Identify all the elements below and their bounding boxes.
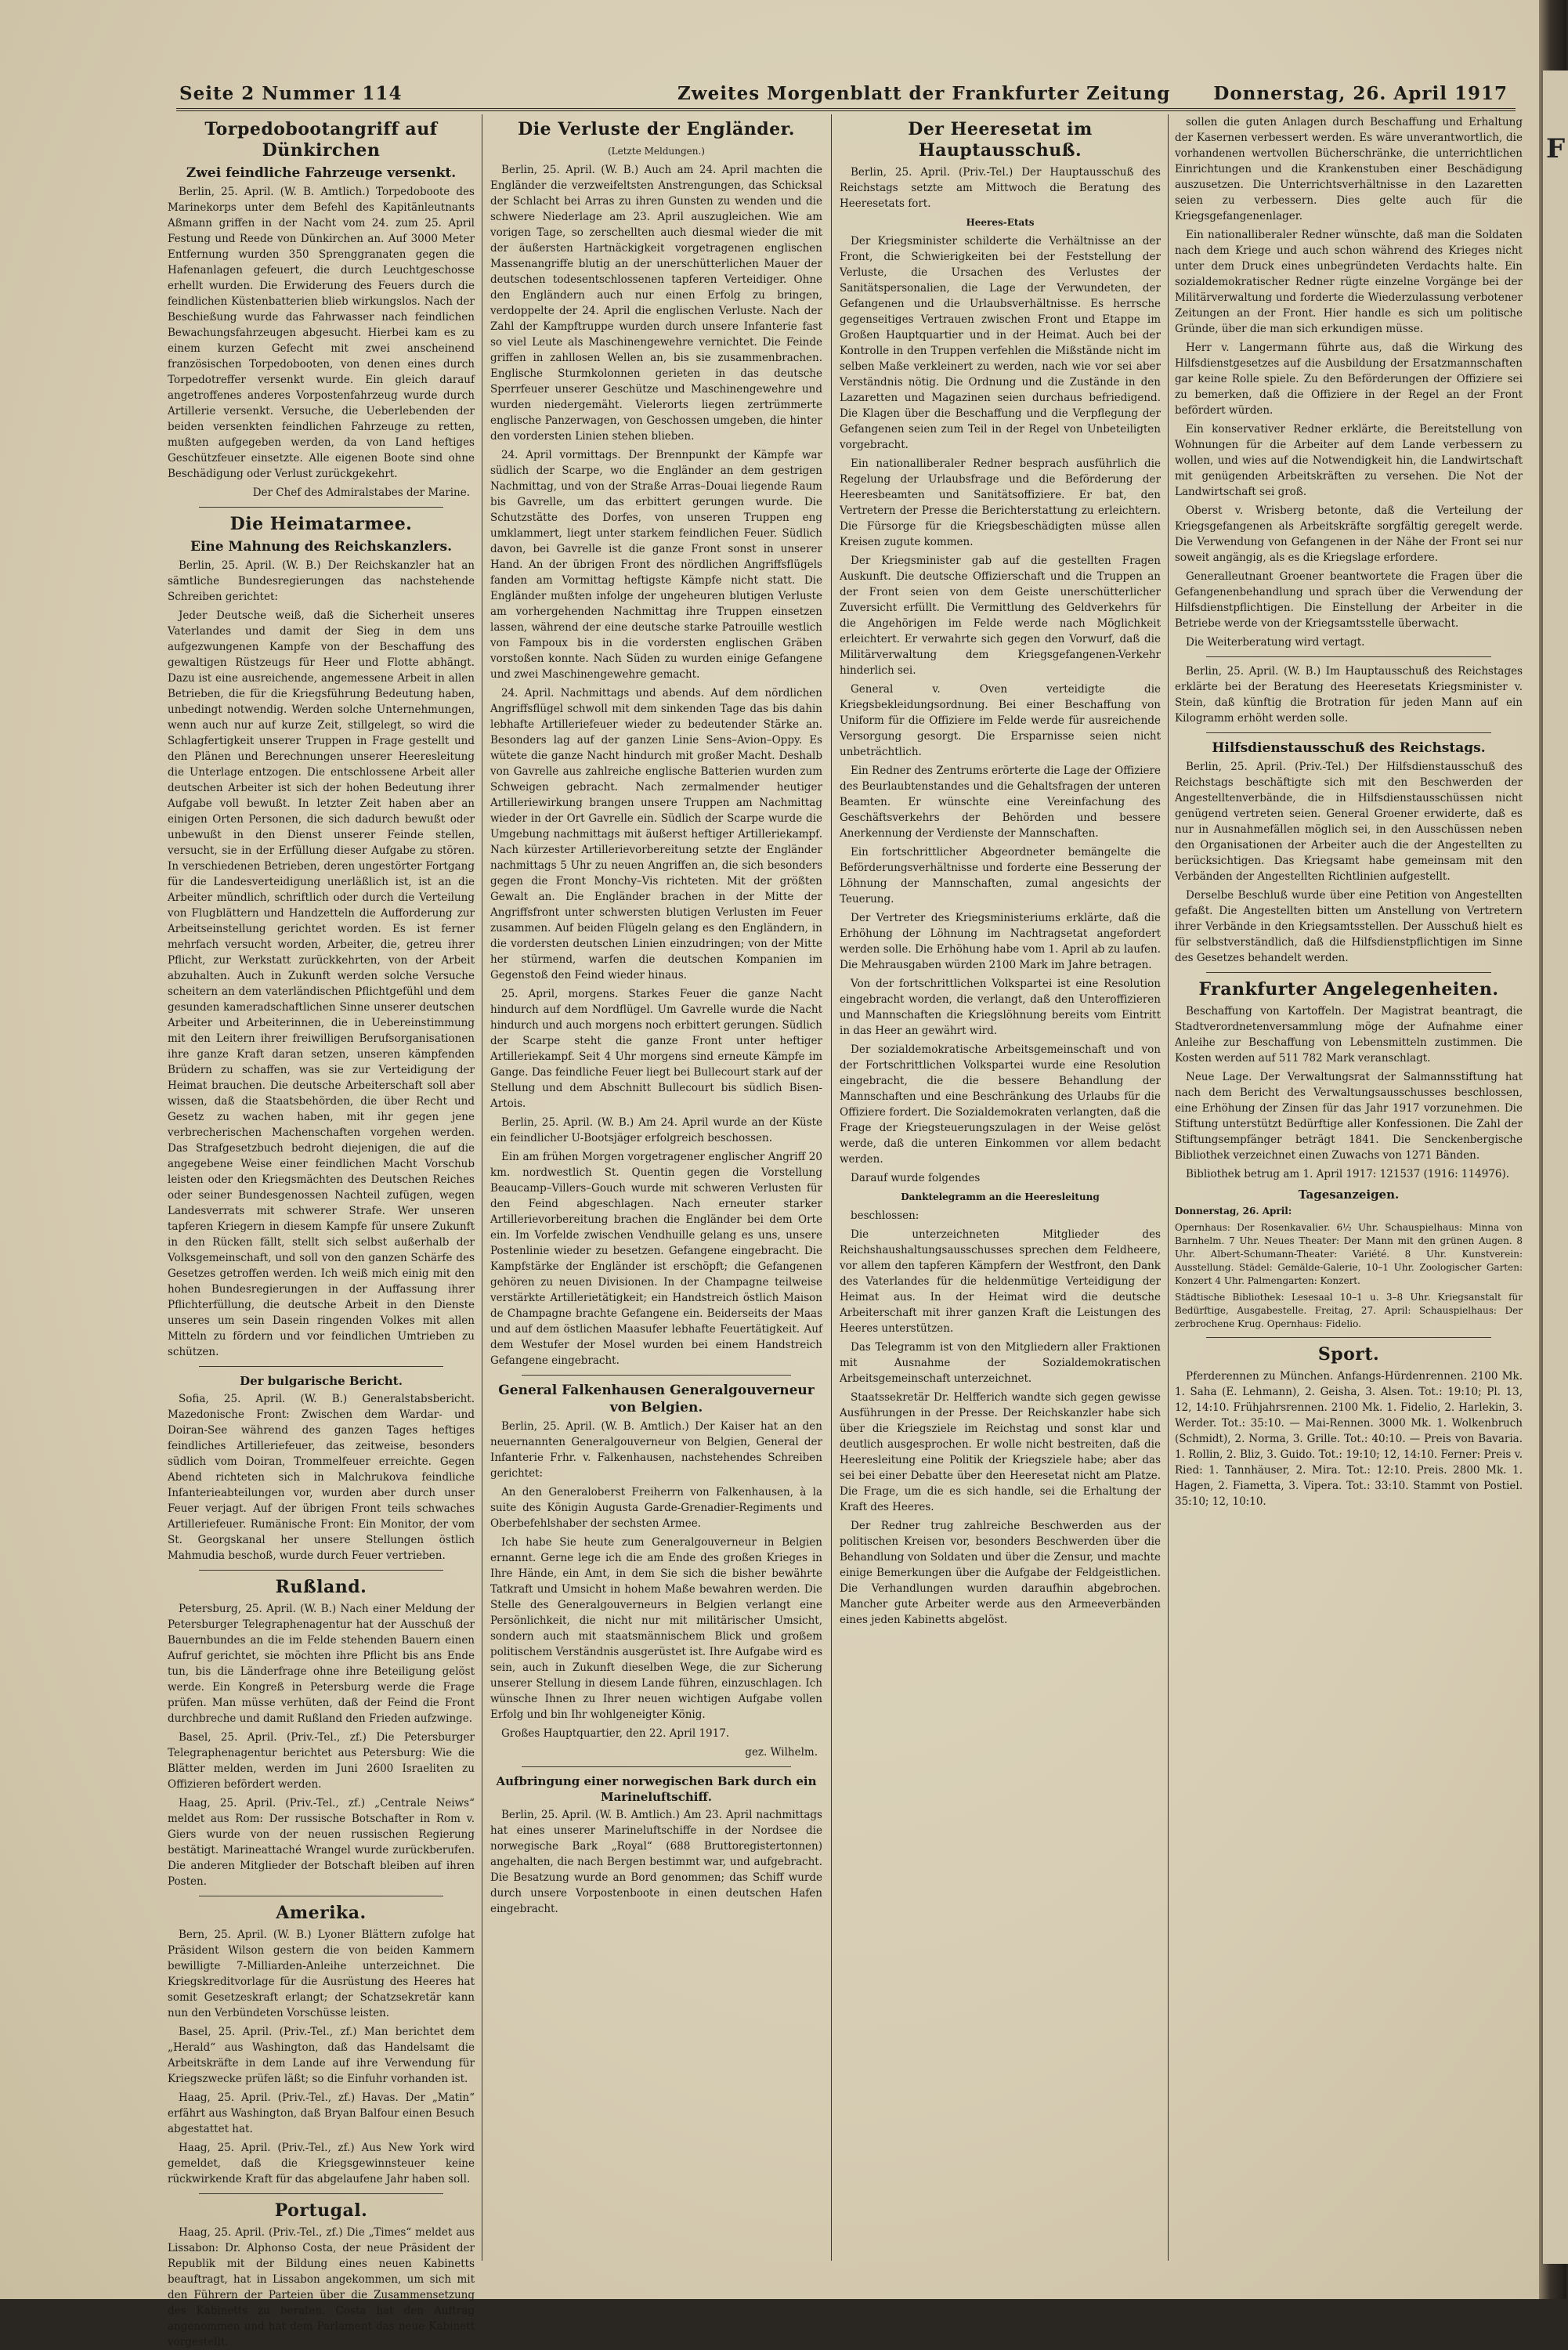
article-text: Haag, 25. April. (Priv.-Tel., zf.) Aus New York wird gemeldet, daß die Kriegsgewinnsteuer keine rückwirkende Kraft für das abgelaufene Jahr haben soll. [168,2142,475,2186]
headline-heimatarmee: Die Heimatarmee. [229,514,413,534]
article-text: Jeder Deutsche weiß, daß die Sicherheit unseres Vaterlandes und damit der Sieg in dem uns aufgezwungenen Kampfe von der Beschaffung des gewaltigen Rüstzeugs für Heer und Flotte abhängt. Dazu ist eine ausreichende, angemessene Arbeit in allen Betrieben, die für die Kriegsführung Bedeutung haben, unbedingt notwendig. Werden solche Unternehmungen, wenn auch nur auf kurze Zeit, stillgelegt, so wird die Schlagfertigkeit unserer Truppen in Frage gestellt und den Plänen und Berechnungen unserer Heeresleitung die Unterlage entzogen. Die entschlossene Arbeit aller deutschen Arbeiter ist sich der hohen Bedeutung ihrer Aufgabe voll bewußt. In letzter Zeit haben aber an einigen Orten Personen, die sich dadurch bewußt oder unbewußt in den Dienst unserer Feinde stellen, versucht, sie in der Erfüllung dieser Aufgabe zu stören. In verschiedenen Betrieben, deren ungestörter Fortgang für die Landesverteidigung unerläßlich ist, ist an die Arbeiter mündlich, schriftlich oder durch die Verteilung von Flugblättern und Handzetteln die Aufforderung zur Arbeitseinstellung gerichtet worden. Es ist ferner mehrfach versucht worden, Arbeiter, die, getreu ihrer Pflicht, zur Werkstatt zurückkehrten, von der Arbeit abzuhalten. Auch in Zukunft werden solche Versuche scheitern an dem vaterländischen Pflichtgefühl und dem gesunden kameradschaftlichen Sinne unserer deutschen Arbeiter und Arbeiterinnen, die in Uebereinstimmung mit den Leitern ihrer freiwilligen Berufsorganisationen ihre ganze Kraft daran setzen, unseren kämpfenden Brüdern zu schaffen, was sie zur Verteidigung der Heimat brauchen. Die deutsche Arbeiterschaft soll aber wissen, daß die Staatsbehörden, die über Recht und Gesetz zu wachen haben, mit ihr gegen jene verbrecherischen Machenschaften vorgehen werden. Das Strafgesetzbuch bedroht diejenigen, die auf die angegebene Weise einer feindlichen Macht Vorschub leisten oder den Kriegsmächten des Deutschen Reiches oder seiner Bundesgenossen Nachteil zufügen, wegen Landesverrats mit schwerer Strafe. Wer unseren tapferen Kriegern in diesem Kampfe für unsere Zukunft in den Rücken fällt, stellt sich selbst außerhalb der Volksgemeinschaft, und soll von den ganzen Schärfe des Gesetzes getroffen werden. Ich weiß mich einig mit den hohen Bundesregierungen in der Auffassung ihrer Pflichterfüllung, die deutsche Arbeit in den Dienste unseres um sein Dasein ringenden Volkes mit allen Mitteln zu fördern und vor feindlichen Umtrieben zu schützen. [168,609,475,1358]
article-text: Der Vertreter des Kriegsministeriums erklärte, daß die Erhöhung der Löhnung im Nachtragsetat angefordert werden solle. Die Erhöhung habe vom 1. April ab zu laufen. Die Mehrausgaben würden 2100 Mark im Jahre betragen. [840,912,1161,971]
divider [1206,732,1491,733]
divider [522,1375,791,1376]
headline-frankfurt: Frankfurter Angelegenheiten. [1198,979,1499,1000]
article-dateline: Großes Hauptquartier, den 22. April 1917. [501,1727,730,1740]
headline-hilfsdienst: Hilfsdienstausschuß des Reichstags. [1212,740,1486,756]
headline-bulgaria: Der bulgarische Bericht. [240,1374,403,1388]
article-text: Ein Redner des Zentrums erörterte die Lage der Offiziere des Beurlaubtenstandes und die Gehaltsfragen der unteren Beamten. Er wünschte eine Vereinfachung des Geschäftsverkehrs der Behörden und bessere Anerkennung der Verdienste der Mannschaften. [840,765,1161,840]
column-rule [1168,114,1169,2261]
article-text: An den Generaloberst Freiherrn von Falkenhausen, à la suite des Königin Augusta Garde-Grenadier-Regiments und Oberbefehlshaber der sechsten Armee. [490,1486,822,1530]
column-rule [831,114,832,2261]
article-text: Staatssekretär Dr. Helfferich wandte sich gegen gewisse Ausführungen in der Presse. Der Reichskanzler habe sich über die Kriegsziele im Reichstag und sonst klar und deutlich ausgesprochen. Er wolle nicht bestreiten, daß die Heeresleitung eine Politik der Kriegsziele habe; aber das sei bei einer Debatte über den Heeresetat nicht am Platze. Die Frage, um die es sich handle, sei die Erhaltung der Kraft des Heeres. [840,1391,1161,1513]
column-3 [840,114,1161,2265]
article-text: Neue Lage. Der Verwaltungsrat der Salmannsstiftung hat nach dem Bericht des Verwaltungsausschusses beschlossen, eine Erhöhung der Zinsen für das Jahr 1917 vorzunehmen. Die Stiftung unterstützt Bedürftige aller Konfessionen. Die Zahl der Stiftungsempfänger beträgt 1841. Die Senckenbergische Bibliothek verzeichnet einen Zuwachs von 1271 Bänden. [1175,1071,1523,1162]
article-text: Der Kriegsminister schilderte die Verhältnisse an der Front, die Schwierigkeiten bei der Feststellung der Verluste, die Ursachen des Verlustes der Sanitätspersonalien, die Lage der Verwundeten, der Gefangenen und die Urlaubsverhältnisse. Es herrsche gegenseitiges Vertrauen zwischen Front und Etappe im Großen Hauptquartier und in der Heimat. Auch bei der Kontrolle in den Truppen verfehlen die Mißstände nicht im selben Maße verkleinert zu werden, nach wie vor sei aber Verständnis nötig. Die Ordnung und die Zustände in den Lazaretten und Magazinen seien durchaus befriedigend. Die Klagen über die Beschaffung und die Verpflegung der Gefangenen seien zum Teil in der Regel von Unbeteiligten vorgebracht. [840,235,1161,451]
article-text: Berlin, 25. April. (W. B.) Der Reichskanzler hat an sämtliche Bundesregierungen das nachstehende Schreiben gerichtet: [168,559,475,603]
column-2 [490,114,822,2265]
article-text: Ein nationalliberaler Redner wünschte, daß man die Soldaten nach dem Kriege und auch schon während des Krieges nicht unter dem Druck eines unbegründeten Verdachts halte. Ein sozialdemokratischer Redner rügte einzelne Vorgänge bei der Militärverwaltung und forderte die Wiederzulassung verbotener Zeitungen an der Front. Hier handle es sich um politische Gründe, über die man sich erkundigen müsse. [1175,229,1523,335]
subhead-danktelegramm: Danktelegramm an die Heeresleitung [901,1191,1100,1202]
divider [199,2193,443,2194]
article-text: Die unterzeichneten Mitglieder des Reichshaushaltungsausschusses sprechen dem Feldheere, vor allem den tapferen Kämpfern der Westfront, den Dank des Vaterlandes für die heldenmütige Verteidigung der Heimat aus. In der Heimat wird die deutsche Arbeiterschaft mit ihrer ganzen Kraft die Leistungen des Heeres unterstützen. [840,1228,1161,1335]
divider [199,507,443,508]
article-text: Ein nationalliberaler Redner besprach ausführlich die Regelung der Urlaubsfrage und die Beförderung der Heeresbeamten und Sanitätsoffiziere. Er bat, den Vertretern der Presse die Berichterstattung zu erleichtern. Die Fürsorge für die Kriegsbeschädigten müsse allen Kreisen zugute kommen. [840,457,1161,548]
article-text: Die Weiterberatung wird vertagt. [1186,636,1365,649]
agenda-text: Opernhaus: Der Rosenkavalier. 6½ Uhr. Schauspielhaus: Minna von Barnhelm. 7 Uhr. Neues Theater: Der Mann mit den grünen Augen. 8 Uhr. Albert-Schumann-Theater: Variété. 8 Uhr. Kunstverein: Ausstellung. Städel: Gemälde-Galerie, 10–1 Uhr. Zoologischer Garten: Konzert 4 Uhr. Palmengarten: Konzert. [1175,1222,1523,1286]
headline-english-losses: Die Verluste der Engländer. [518,119,795,139]
headline-russia: Rußland. [275,1577,367,1597]
article-text: Bibliothek betrug am 1. April 1917: 121537 (1916: 114976). [1186,1168,1510,1180]
article-text: Herr v. Langermann führte aus, daß die Wirkung des Hilfsdienstgesetzes auf die Ausbildung der Ersatzmannschaften gar keine Rolle spiele. Zu den Beförderungen der Offiziere sei zu bemerken, daß die Offiziere in der Regel an der Front befördert würden. [1175,342,1523,417]
article-text: beschlossen: [851,1209,919,1222]
subhead-torpedo: Zwei feindliche Fahrzeuge versenkt. [186,165,457,181]
headline-norwegian-bark: Aufbringung einer norwegischen Bark durch ein Marineluftschiff. [496,1774,817,1804]
article-text: Beschaffung von Kartoffeln. Der Magistrat beantragt, die Stadtverordnetenversammlung möge der Aufnahme einer Anleihe zur Beschaffung von Lebensmitteln zustimmen. Die Kosten werden auf 511 782 Mark veranschlagt. [1175,1005,1523,1065]
divider [1206,656,1491,657]
article-text: Haag, 25. April. (Priv.-Tel., zf.) Havas. Der „Matin“ erfährt aus Washington, daß Bryan Balfour einen Besuch abgestattet hat. [168,2092,475,2135]
divider [199,1570,443,1571]
article-text: Das Telegramm ist von den Mitgliedern aller Fraktionen mit Ausnahme der Sozialdemokratischen Arbeitsgemeinschaft unterzeichnet. [840,1341,1161,1385]
article-text: Basel, 25. April. (Priv.-Tel., zf.) Die Petersburger Telegraphenagentur berichtet aus Petersburg: Wie die Blätter melden, werden im Juni 2600 Israeliten zu Offizieren befördert werden. [168,1731,475,1791]
article-text: Haag, 25. April. (Priv.-Tel., zf.) „Centrale Neiws“ meldet aus Rom: Der russische Botschafter in Rom v. Giers wurde von der neuen russischen Regierung bestätigt. Marineattaché Wrangel wurde zurückberufen. Die anderen Mitglieder der Botschaft bleiben auf ihren Posten. [168,1797,475,1888]
article-text: Von der fortschrittlichen Volkspartei ist eine Resolution eingebracht worden, die verlangt, daß den Unteroffizieren und Mannschaften die Kriegslöhnung bereits vom Eintritt in das Heer an gewährt wird. [840,978,1161,1037]
headline-portugal: Portugal. [274,2200,368,2221]
article-text: Haag, 25. April. (Priv.-Tel., zf.) Die „Times“ meldet aus Lissabon: Dr. Alphonso Costa, der neue Präsident der Republik mit der Bildung eines neuen Kabinetts beauftragt, hat in Lissabon angekommen, um sich mit den Führern der Parteien über die Zusammensetzung des Kabinetts zu beraten. Costa hat den Auftrag angenommen und hat dem Parlament das neue Kabinett vorgestellt. [168,2226,475,2348]
article-text: General v. Oven verteidigte die Kriegsbekleidungsordnung. Bei einer Beschaffung von Uniform für die Offiziere im Felde werde für ausreichende Versorgung gesorgt. Die Ersparnisse seien nicht unbeträchtlich. [840,683,1161,758]
article-text: Bern, 25. April. (W. B.) Lyoner Blättern zufolge hat Präsident Wilson gestern die von beiden Kammern bewilligte 7-Milliarden-Anleihe unterzeichnet. Die Kriegskreditvorlage für die Ausrüstung des Heeres hat somit Gesetzeskraft erlangt; der Schatzsekretär kann nun den Verbündeten Vorschüsse leisten. [168,1929,475,2019]
article-text: Derselbe Beschluß wurde über eine Petition von Angestellten gefaßt. Die Angestellten bitten um Anstellung von Vertretern ihrer Verbände in den Kriegsamtsstellen. Der Ausschuß hielt es für selbstverständlich, daß die Hilfsdienstpflichtigen im Sinne des Gesetzes behandelt werden. [1175,889,1523,964]
issue-date: Donnerstag, 26. April 1917 [1213,83,1508,104]
article-text: Generalleutnant Groener beantwortete die Fragen über die Gefangenenbehandlung und sprach über die Verwendung der Hilfsdienstpflichtigen. Die Einstellung der Arbeiter in die Betriebe werde von der Kriegsamtsstelle überwacht. [1175,570,1523,630]
article-text: 24. April. Nachmittags und abends. Auf dem nördlichen Angriffsflügel schwoll mit dem sinkenden Tage das bis dahin lebhafte Artilleriefeuer wieder zu bedeutender Stärke an. Besonders lag auf der ganzen Linie Sens–Avion–Oppy. Es wütete die ganze Nacht hindurch mit großer Macht. Deshalb von Gavrelle aus zahlreiche englische Batterien wurden zum Schweigen gebracht. Nach zermalmender heutiger Artilleriewirkung brangen unsere Truppen am Nachmittag wieder in der Ort Gavrelle ein. Südlich der Scarpe wurde die Umgebung nachmittags mit äußerst heftiger Artilleriekampf. Nach kürzester Artillerievorbereitung setzte der Engländer nachmittags 5 Uhr zu neuen Angriffen an, die sich besonders gegen die Front Monchy–Vis richteten. Mit der größten Gewalt an. Die Engländer brachen in der Mitte der Angriffsfront unter schwersten blutigen Verlusten im Feuer zusammen. Auf beiden Flügeln gelang es den Engländern, in die vordersten deutschen Linien einzudringen; von der Mitte her stürmend, warfen die deutschen Kompanien im Gegenstoß den Feind wieder hinaus. [490,687,822,982]
article-text: Berlin, 25. April. (Priv.-Tel.) Der Hauptausschuß des Reichstags setzte am Mittwoch die Beratung des Heeresetats fort. [840,166,1161,210]
article-text: Darauf wurde folgendes [851,1172,981,1184]
article-text: Basel, 25. April. (Priv.-Tel., zf.) Man berichtet dem „Herald“ aus Washington, daß das Handelsamt die Arbeitskräfte in dem Lande auf ihre Verwendung für Kriegszwecke prüfen läßt; so die Einfuhr vorhanden ist. [168,2026,475,2085]
article-text: Oberst v. Wrisberg betonte, daß die Verteilung der Kriegsgefangenen als Arbeitskräfte sorgfältig geregelt werde. Die Verwendung von Gefangenen in der Nähe der Front sei nur soweit angängig, als es die Kriegslage erfordere. [1175,504,1523,564]
article-text: Berlin, 25. April. (W. B.) Am 24. April wurde an der Küste ein feindlicher U-Bootsjäger erfolgreich beschossen. [490,1116,822,1144]
headline-sport: Sport. [1317,1344,1380,1365]
article-text: Ich habe Sie heute zum Generalgouverneur in Belgien ernannt. Gerne lege ich die am Ende des großen Krieges in Ihre Hände, ein Amt, in dem Sie sich die bisher bewährte Tatkraft und Umsicht in hohem Maße bewahren werden. Die Stelle des Generalgouverneurs in Belgien verlangt eine Persönlichkeit, die nicht nur mit militärischer Umsicht, sondern auch mit staatsmännischem Blick und großem politischem Verständnis ausgerüstet ist. Ihre Aufgabe wird es sein, auch in Zukunft dieselben Wege, die zur Sicherung unserer Stellung in diesem Lande führen, einzuschlagen. Ich wünsche Ihnen zu Ihrer neuen wichtigen Aufgabe vollen Erfolg und bin Ihr wohlgeneigter König. [490,1536,822,1721]
headline-heeresetat: Der Heeresetat im Hauptausschuß. [908,119,1093,161]
divider [1206,972,1491,973]
article-text: Ein fortschrittlicher Abgeordneter bemängelte die Beförderungsverhältnisse und forderte eine Besserung der Löhnung der Mannschaften, zumal angesichts der Teuerung. [840,846,1161,906]
headline-america: Amerika. [276,1903,367,1923]
article-text: Berlin, 25. April. (W. B. Amtlich.) Am 23. April nachmittags hat eines unserer Marineluftschiffe in der Nordsee die norwegische Bark „Royal“ (688 Bruttoregistertonnen) angehalten, die nach Bergen bestimmt war, und aufgebracht. Die Besatzung wurde an Bord genommen; das Schiff wurde durch unsere Vorpostenboote in einen deutschen Hafen eingebracht. [490,1809,822,1915]
article-text: sollen die guten Anlagen durch Beschaffung und Erhaltung der Kasernen verbessert werden. Es wäre unverantwortlich, die vorhandenen wertvollen Bücherschränke, die unterrichtlichen Einrichtungen und die Krankenstuben einer Beschädigung auszusetzen. Die Unterrichtsverhältnisse in den Lazaretten seien zu verbessern. Dies gelte auch für die Kriegsgefangenenlager. [1175,116,1523,222]
article-text: Berlin, 25. April. (W. B.) Im Hauptausschuß des Reichstages erklärte bei der Beratung des Heeresetats Kriegsminister v. Stein, daß künftig die Brotration für jeden Mann auf ein Kilogramm erhöht werden solle. [1175,665,1523,725]
article-text: Berlin, 25. April. (W. B.) Auch am 24. April machten die Engländer die verzweifeltsten Anstrengungen, das Schicksal der Schlacht bei Arras zu ihren Gunsten zu wenden und die schwere Niederlage am 23. April auszugleichen. Wie am vorigen Tage, so zerschellten auch diesmal wieder die mit der äußersten Hartnäckigkeit vorgetragenen englischen Massenangriffe blutig an der unerschütterlichen Mauer der deutschen todesentschlossenen tapferen Verteidiger. Ohne den Engländern auch nur einen Erfolg zu bringen, verdoppelte der 24. April die englischen Verluste. Nach der Zahl der Kampftruppe wurden durch unsere Infanterie fast so viel Leute als Maschinengewehre vernichtet. Die Feinde griffen in zahllosen Wellen an, bis sie zusammenbrachen. Englische Sturmkolonnen gerieten in das deutsche Sperrfeuer unserer Geschütze und Maschinengewehre und wurden niedergemäht. Vielerorts liegen zertrümmerte englische Panzerwagen, von Geschossen umgeben, die hinter den vordersten Linien stehen blieben. [490,164,822,443]
headline-falkenhausen: General Falkenhausen Generalgouverneur von Belgien. [498,1383,815,1415]
next-page-letter: F [1546,133,1566,164]
headline-agenda: Tagesanzeigen. [1298,1188,1400,1202]
article-text: Sofia, 25. April. (W. B.) Generalstabsbericht. Mazedonische Front: Zwischen dem Wardar- und Doiran-See während des ganzen Tages heftiges feindliches Artilleriefeuer, das zeitweise, besonders südlich vom Doiran, Trommelfeuer erreichte. Gegen Abend richteten sich in Malchrukova feindliche Infanterieabteilungen vor, wurden aber durch unser Feuer verjagt. Auf der übrigen Front teils schwaches Artilleriefeuer. Rumänische Front: Ein Monitor, der vom St. Georgskanal her unsere Stellungen östlich Mahmudia beschoß, wurde durch Feuer vertrieben. [168,1393,475,1562]
subhead-heeresetat: Heeres-Etats [966,217,1035,228]
column-4 [1175,114,1523,2265]
article-text: Ein am frühen Morgen vorgetragener englischer Angriff 20 km. nordwestlich St. Quentin gegen die Vorstellung Beaucamp–Villers–Gouch wurde mit schweren Verlusten für den Feind abgeschlagen. Nach erneuter starker Artillerievorbereitung brachen die Engländer bei dem Orte ein. Im Vorfelde zwischen Vendhuille gelang es uns, unsere Postenlinie wieder zu besetzen. Gefangene eingebracht. Die Kampfstärke der Engländer ist erschöpft; die Gefangenen gehören zu neuen Divisionen. In der Champagne teilweise verstärkte Artillerietätigkeit; ein Handstreich östlich Maison de Champagne brachte Gefangene ein. Beiderseits der Maas und auf dem östlichen Maasufer lebhafte Feuertätigkeit. Auf dem Westufer der Mosel wurden bei einem Handstreich Gefangene eingebracht. [490,1151,822,1367]
page-header [176,81,1516,111]
article-text: 25. April, morgens. Starkes Feuer die ganze Nacht hindurch auf dem Nordflügel. Um Gavrelle wurde die Nacht hindurch und auch morgens noch erbittert gerungen. Südlich der Scarpe steht die ganze Front unter heftiger Artilleriekampf. Seit 4 Uhr morgens sind erneute Kämpfe im Gange. Das feindliche Feuer liegt bei Bullecourt stark auf der Stellung und dem Abschnitt Bullecourt bis südlich Bisen-Artois. [490,988,822,1110]
masthead: Zweites Morgenblatt der Frankfurter Zeitung [677,83,1171,104]
article-signature: Der Chef des Admiralstabes der Marine. [252,486,470,499]
agenda-section [1175,1187,1523,1331]
article-text: Petersburg, 25. April. (W. B.) Nach einer Meldung der Petersburger Telegraphenagentur hat der Ausschuß der Bauernbundes an die im Felde stehenden Bauern einen Aufruf gerichtet, sie möchten ihre Pflicht bis ans Ende tun, bis die Länderfrage ohne ihre Beteiligung gelöst werde. Ein Kongreß in Petersburg werde die Frage prüfen. Man müsse verhüten, daß der Feind die Front durchbreche und damit Rußland den Frieden aufzwinge. [168,1603,475,1725]
article-text: Pferderennen zu München. Anfangs-Hürdenrennen. 2100 Mk. 1. Saha (E. Lehmann), 2. Geisha, 3. Alsen. Tot.: 19:10; Pl. 13, 12, 14:10. Frühjahrsrennen. 2100 Mk. 1. Fidelio, 2. Harlekin, 3. Werder. Tot.: 35:10. — Mai-Rennen. 3000 Mk. 1. Wolkenbruch (Schmidt), 2. Norma, 3. Grille. Tot.: 40:10. — Preis von Bavaria. 1. Rollin, 2. Bliz, 3. Guido. Tot.: 19:10; 12, 14:10. Ferner: Preis v. Ried: 1. Tannhäuser, 2. Mira. Tot.: 12:10. Preis. 2800 Mk. 1. Hagen, 2. Fiametta, 3. Vipera. Tot.: 33:10. Stammt von Postiel. 35:10; 12, 10:10. [1175,1370,1523,1508]
article-text: Ein konservativer Redner erklärte, die Bereitstellung von Wohnungen für die Arbeiter auf dem Lande verbessern zu wollen, und wies auf die Notwendigkeit hin, die Landwirtschaft mit genügenden Arbeitskräften zu versehen. Die Not der Landwirtschaft sei groß. [1175,423,1523,498]
agenda-text: Städtische Bibliothek: Lesesaal 10–1 u. 3–8 Uhr. Kriegsanstalt für Bedürftige, Ausgabestelle. Freitag, 27. April: Schauspielhaus: Der zerbrochene Krug. Opernhaus: Fidelio. [1175,1292,1523,1329]
divider [522,1766,791,1767]
next-page-edge [1541,70,1568,2264]
page-number: Seite 2 Nummer 114 [179,83,403,104]
divider [1206,1337,1491,1338]
article-text: 24. April vormittags. Der Brennpunkt der Kämpfe war südlich der Scarpe, wo die Engländer an dem gestrigen Nachmittag, und von der Straße Arras–Douai liegende Raum bis Gavrelle, um das erbittert gerungen wurde. Die Schutzstätte des Dorfes, von unseren Truppen eng umklammert, liegt unter starkem feindlichen Feuer. Südlich davon, bei Gavrelle ist die ganze Front sonst in unserer Hand. An der übrigen Front des nördlichen Angriffsflügels fanden am Vormittag heftigste Kämpfe nicht statt. Die Engländer mußten infolge der ungeheuren blutigen Verluste am vorhergehenden Nachmittag ihre Truppen einsetzen lassen, während der eine deutsche starke Patrouille westlich von Fampoux bis in die vordersten englischen Gräben vorstoßen konnte. Nach Süden zu wurden einige Gefangene und zwei Maschinengewehre gemacht. [490,449,822,681]
article-text: Der Kriegsminister gab auf die gestellten Fragen Auskunft. Die deutsche Offizierschaft und die Truppen an der Front seien von dem Geiste unerschütterlicher Zuversicht erfüllt. Die Vermittlung des Geldverkehrs für die Angehörigen im Felde werde nach Möglichkeit erleichtert. Er verwahrte sich gegen den Vorwurf, daß die Militärverwaltung dem Kriegsgefangenen-Verkehr hinderlich sei. [840,555,1161,677]
headline-torpedo: Torpedobootangriff auf Dünkirchen [204,119,438,161]
subhead-note: (Letzte Meldungen.) [607,146,705,157]
article-signature: gez. Wilhelm. [745,1746,818,1759]
article-text: Der sozialdemokratische Arbeitsgemeinschaft und von der Fortschrittlichen Volkspartei wurde eine Resolution eingebracht, die die bessere Behandlung der Mannschaften und eine Beschränkung des Urlaubs für die Offiziere fordert. Die Sozialdemokraten verlangten, daß die Frage der Kriegsteuerungszulagen in der Weise gelöst werde, daß die unteren Einkommen vor allem bedacht werden. [840,1043,1161,1166]
agenda-day: Donnerstag, 26. April: [1175,1206,1292,1217]
subhead-heimatarmee: Eine Mahnung des Reichskanzlers. [190,539,452,555]
article-text: Berlin, 25. April. (Priv.-Tel.) Der Hilfsdienstausschuß des Reichstags beschäftigte sich mit den Beschwerden der Angestelltenverbände, die in Hilfsdienstausschüssen nicht genügend vertreten seien. General Groener erwiderte, daß es nur in Ausnahmefällen möglich sei, in den Ausschüssen neben den Organisationen der Arbeiter auch die der Angestellten zu berücksichtigen. Das Kriegsamt habe gemeinsam mit den Verbänden der Angestellten Richtlinien aufgestellt. [1175,761,1523,883]
article-text: Berlin, 25. April. (W. B. Amtlich.) Torpedoboote des Marinekorps unter dem Befehl des Kapitänleutnants Aßmann griffen in der Nacht vom 24. zum 25. April Festung und Reede von Dünkirchen an. Auf 3000 Meter Entfernung wurden 350 Sprenggranaten gegen die Hafenanlagen gefeuert, die durch Leuchtgeschosse erhellt wurden. Die Erwiderung des Feuers durch die feindlichen Küstenbatterien blieb wirkungslos. Nach der Beschießung wurde das Fahrwasser nach feindlichen Bewachungsfahrzeugen abgesucht. Hierbei kam es zu einem kurzen Gefecht mit zwei anscheinend französischen Torpedobooten, von denen eines durch Torpedotreffer versenkt wurde. Ein gleich darauf angetroffenes anderes Vorpostenfahrzeug wurde durch Artillerie versenkt. Versuche, die Ueberlebenden der beiden versenkten feindlichen Fahrzeuge zu retten, mußten aufgegeben werden, da von Land heftiges Geschützfeuer einsetzte. Alle eigenen Boote sind ohne Beschädigung oder Verlust zurückgekehrt. [168,186,475,480]
column-1 [168,114,475,2348]
article-text: Der Redner trug zahlreiche Beschwerden aus der politischen Kreisen vor, besonders Beschwerden über die Behandlung von Soldaten und über die Zensur, und machte einige Bemerkungen über die Aufgabe der Feldgeistlichen. Die Verhandlungen wurden daraufhin abgebrochen. Mancher gute Arbeiter werde aus den Armeeverbänden eines jeden Kabinetts abgelöst. [840,1520,1161,1626]
divider [199,1366,443,1367]
article-text: Berlin, 25. April. (W. B. Amtlich.) Der Kaiser hat an den neuernannten Generalgouverneur von Belgien, General der Infanterie Frhr. v. Falkenhausen, nachstehendes Schreiben gerichtet: [490,1420,822,1480]
